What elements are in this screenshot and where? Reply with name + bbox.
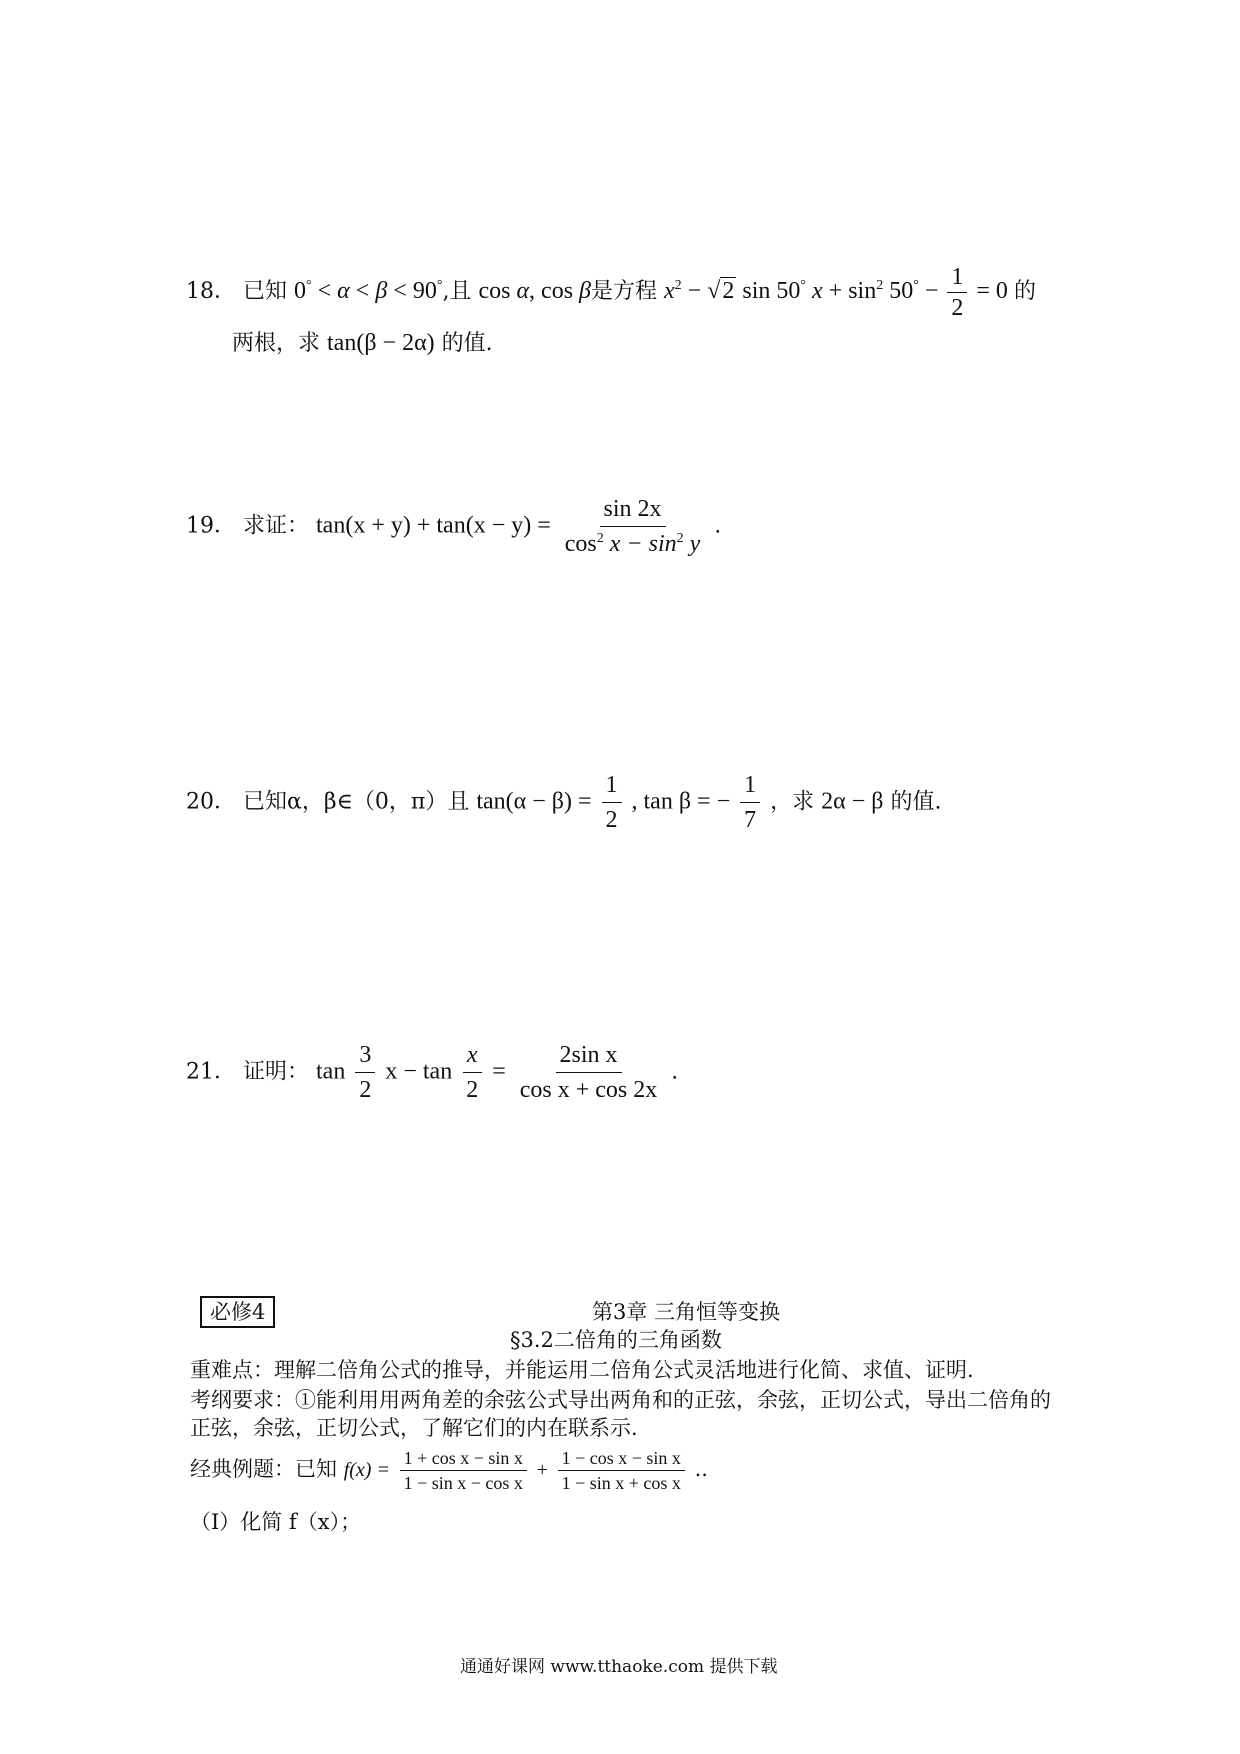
q19-line — [186, 492, 721, 561]
course-badge: 必修4 — [200, 1296, 275, 1328]
q18-text-roots: 是方程 — [591, 279, 658, 305]
example-label: 经典例题：已知 — [190, 1457, 337, 1481]
q18-line2-text: 两根，求 — [232, 331, 321, 356]
q20-expr1: tan(α − β) = — [476, 788, 592, 815]
q18-text-known: 已知 — [243, 279, 288, 305]
q21-fraction-1: $\frac{3}{2}$ — [355, 1038, 375, 1107]
q20-expr2: , tan β = − — [631, 788, 731, 815]
q18-cos-pair: cos α, cos β — [478, 278, 591, 305]
q20-target: 2α − β — [821, 788, 884, 815]
q18-text-and: ,且 — [442, 279, 472, 305]
chapter-title: 第3章 三角恒等变换 — [592, 1300, 781, 1324]
q20-text: 已知α，β∈（0，π）且 — [243, 789, 470, 815]
example-plus: + — [536, 1459, 548, 1481]
q18-text-de: 的 — [1013, 279, 1036, 305]
example-line — [190, 1446, 708, 1495]
q21-eq: = — [492, 1058, 506, 1085]
q21-line — [186, 1038, 678, 1107]
q21-number: 21． — [186, 1059, 236, 1085]
q19-label: 求证： — [243, 513, 310, 539]
q19-rhs-fraction: $\frac{\sin 2x}{\cos^2 x - \sin^2 y}$ — [561, 492, 705, 561]
q20-tail: ，求 — [770, 789, 815, 815]
q19-number: 19． — [186, 513, 236, 539]
q18-half-fraction: $\frac{1}{2}$ — [947, 262, 967, 323]
key-points: 重难点：理解二倍角公式的推导，并能运用二倍角公式灵活地进行化简、求值、证明. — [190, 1358, 974, 1382]
example-end: .. — [694, 1457, 708, 1481]
q21-mid: x − tan — [385, 1058, 453, 1085]
q20-end: 的值. — [890, 789, 942, 815]
q20-number: 20． — [186, 789, 236, 815]
q20-line — [186, 768, 941, 837]
section-subtitle: §3.2二倍角的三角函数 — [510, 1328, 722, 1352]
q19-lhs: tan(x + y) + tan(x − y) = — [316, 512, 551, 539]
q18-line1 — [186, 262, 1036, 323]
q21-tan-1: tan — [316, 1058, 346, 1085]
q18-condition: 0° < α < β < 90° — [294, 278, 443, 305]
q18-line2-end: 的值. — [441, 331, 493, 356]
q21-fraction-2: $\frac{x}{2}$ — [462, 1038, 482, 1107]
q21-label: 证明： — [243, 1059, 310, 1085]
example-fraction-1: $\frac{\text{1 + cos x − sin x}}{\text{1 − sin x − cos x}}$ — [400, 1446, 527, 1495]
requirements-line2: 正弦，余弦，正切公式，了解它们的内在联系示. — [190, 1416, 638, 1440]
q19-end: . — [714, 513, 722, 539]
part-1: （I）化简 f（x）； — [190, 1510, 362, 1534]
example-fx: f(x) = — [343, 1459, 390, 1481]
q18-number: 18． — [186, 279, 236, 305]
q18-equation: $x^2 - √2$ sin 50° $x + \sin^2 50^\circ$ − $\frac{1}{2}$ = 0 — [664, 264, 1008, 321]
q18-line2 — [232, 328, 493, 359]
q21-end: . — [671, 1059, 679, 1085]
footer-text: 通通好课网 www.tthaoke.com 提供下载 — [460, 1657, 778, 1677]
q20-fraction-1: $\frac{1}{2}$ — [602, 768, 622, 837]
requirements-line1: 考纲要求：①能利用用两角差的余弦公式导出两角和的正弦，余弦，正切公式，导出二倍角的 — [190, 1388, 1051, 1412]
q20-fraction-2: $\frac{1}{7}$ — [740, 768, 760, 837]
q21-rhs-fraction: $\frac{\text{2sin x}}{\text{cos x + cos 2x}}$ — [516, 1038, 662, 1107]
q18-target-expr: tan(β − 2α) — [327, 330, 435, 356]
example-fraction-2: $\frac{\text{1 − cos x − sin x}}{\text{1 − sin x + cos x}}$ — [558, 1446, 685, 1495]
